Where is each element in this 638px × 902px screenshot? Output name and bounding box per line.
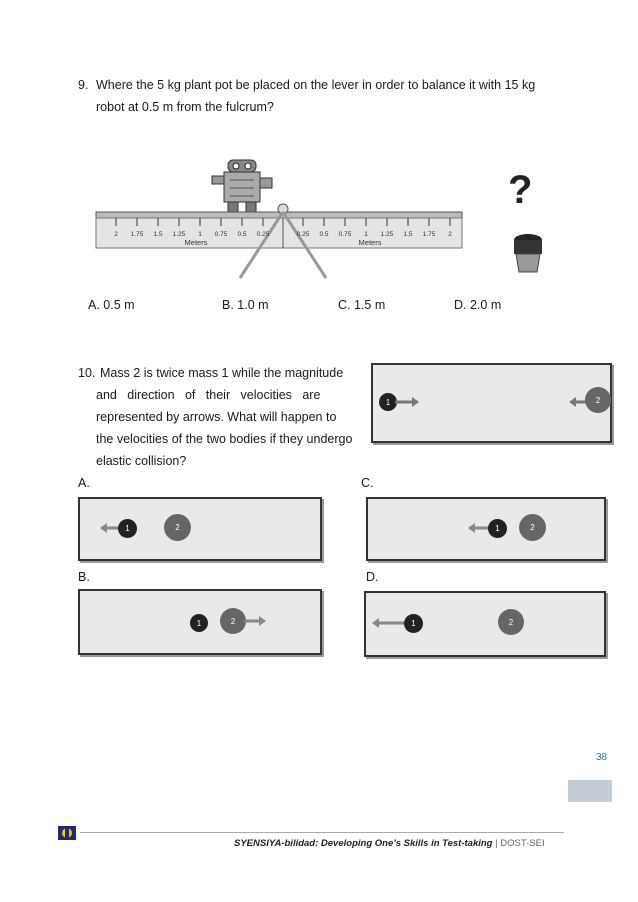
footer-divider: [80, 832, 564, 833]
robot-icon: [212, 160, 272, 212]
mass-2: 2: [585, 387, 611, 413]
ruler-tick-label: 1: [364, 231, 368, 238]
mass-2: 2: [164, 514, 191, 541]
ruler-tick-label: 0.75: [338, 231, 352, 238]
option-b[interactable]: B. 1.0 m: [222, 298, 269, 312]
mass-1: 1: [404, 614, 423, 633]
question-text-line4: the velocities of the two bodies if they undergo: [96, 432, 353, 446]
mass-1: 1: [379, 393, 397, 411]
question-text-line2: robot at 0.5 m from the fulcrum?: [96, 100, 274, 114]
option-d[interactable]: D. 2.0 m: [454, 298, 502, 312]
ruler-tick-label: 0.25: [256, 231, 270, 238]
question-text-line1: Where the 5 kg plant pot be placed on the lever in order to balance it with 15 kg: [96, 78, 536, 92]
ruler-tick-label: 0.75: [214, 231, 228, 238]
option-a-diagram[interactable]: [78, 497, 322, 561]
option-a[interactable]: A. 0.5 m: [88, 298, 135, 312]
plant-pot-icon: [510, 232, 546, 276]
question-text-line2: and direction of their velocities are: [96, 388, 321, 402]
lever-svg: [90, 140, 480, 280]
arrow-left-icon: [468, 523, 490, 533]
question-number: 9.: [78, 78, 89, 92]
collision-diagram: [371, 363, 612, 443]
footer-org: DOST-SEI: [500, 838, 545, 849]
ruler-tick-label: 1.75: [130, 231, 144, 238]
arrow-right-icon: [244, 616, 266, 626]
ruler-tick-label: 2: [114, 231, 118, 238]
ruler-tick-label: 1.5: [153, 231, 163, 238]
mass-2: 2: [220, 608, 246, 634]
question-text-line5: elastic collision?: [96, 454, 187, 468]
ruler-unit-label-left: Meters: [184, 238, 208, 247]
question-number: 10.: [78, 366, 96, 380]
ruler-unit-label-right: Meters: [358, 238, 382, 247]
ruler-tick-label: 1: [198, 231, 202, 238]
option-b-diagram[interactable]: [78, 589, 322, 655]
footer-separator: |: [495, 838, 498, 849]
option-a-label[interactable]: A.: [78, 476, 90, 490]
ruler-tick-label: 0.5: [237, 231, 247, 238]
mass-2: 2: [519, 514, 546, 541]
ruler-tick-label: 1.25: [380, 231, 394, 238]
mass-1: 1: [190, 614, 208, 632]
mass-2: 2: [498, 609, 524, 635]
page-tab-decoration: [568, 780, 612, 802]
question-text-line3: represented by arrows. What will happen to: [96, 410, 337, 424]
footer-text: [234, 838, 545, 849]
option-d-label[interactable]: D.: [366, 570, 379, 584]
question-text-line1: Mass 2 is twice mass 1 while the magnitude: [100, 366, 344, 380]
mass-1: 1: [118, 519, 137, 538]
question-mark-icon: ?: [508, 168, 533, 212]
option-c-label[interactable]: C.: [361, 476, 374, 490]
ruler-tick-label: 2: [448, 231, 452, 238]
option-b-label[interactable]: B.: [78, 570, 90, 584]
mass-1: 1: [488, 519, 507, 538]
option-c[interactable]: C. 1.5 m: [338, 298, 386, 312]
option-c-diagram[interactable]: [366, 497, 606, 561]
ruler-tick-label: 1.25: [172, 231, 186, 238]
arrow-right-icon: [395, 396, 419, 408]
footer-title: SYENSIYA-bilidad: Developing One’s Skills in Test-taking: [234, 838, 493, 849]
ruler-tick-label: 1.75: [422, 231, 436, 238]
ruler-tick-label: 1.5: [403, 231, 413, 238]
dost-sei-logo: [56, 823, 78, 848]
ruler-tick-label: 0.5: [319, 231, 329, 238]
page-number: 38: [596, 752, 608, 763]
option-d-diagram[interactable]: [364, 591, 606, 657]
ruler-tick-label: 0.25: [296, 231, 310, 238]
